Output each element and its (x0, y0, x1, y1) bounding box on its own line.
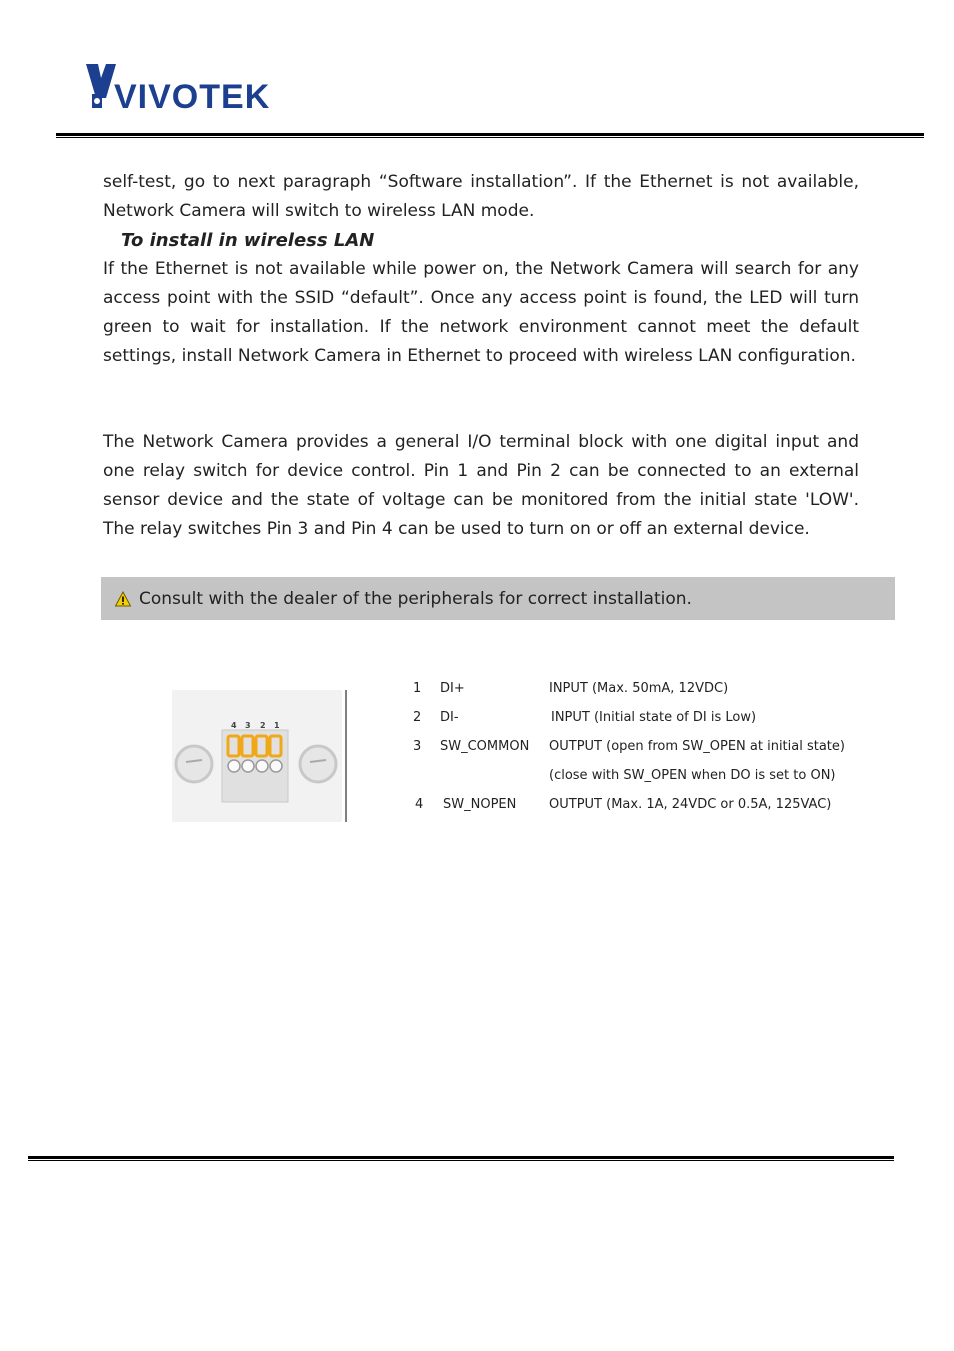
pin-name: SW_COMMON (440, 739, 530, 754)
pin-label: 1 (274, 721, 280, 730)
pin-number: 4 (415, 797, 424, 812)
pin-description: INPUT (Max. 50mA, 12VDC) (549, 681, 729, 696)
pin-label: 3 (245, 721, 251, 730)
pin-label: 4 (231, 721, 237, 730)
caution-note-text: Consult with the dealer of the peripherals for correct installation. (139, 588, 692, 609)
terminal-block-image (172, 690, 348, 822)
vivotek-logo (84, 60, 294, 114)
header-rule (56, 133, 924, 139)
pin-number: 3 (413, 739, 422, 754)
paragraph-ethernet-selftest: self-test, go to next paragraph “Software installation”. If the Ethernet is not available, Network Camera will switch to wireless LAN mode. (103, 172, 859, 221)
pin-name: DI- (440, 710, 459, 725)
pin-name: SW_NOPEN (443, 797, 517, 812)
warning-icon (115, 591, 131, 607)
paragraph-wireless-install: If the Ethernet is not available while power on, the Network Camera will search for any access point with the SSID “default”. Once any access point is found, the LED will turn green to wait for installation. If the network environment cannot meet the default settings, install Network Camera in Ethernet to proceed with wireless LAN configuration. (103, 259, 859, 366)
paragraph-io-terminal: The Network Camera provides a general I/O terminal block with one digital input and one relay switch for device control. Pin 1 and Pin 2 can be connected to an external sensor device and the state of voltage can be monitored from the initial state 'LOW'. The relay switches Pin 3 and Pin 4 can be used to turn on or off an external device. (103, 432, 859, 539)
pin-description: OUTPUT (open from SW_OPEN at initial state) (549, 739, 845, 754)
pin-number: 1 (413, 681, 422, 696)
footer-rule (28, 1156, 894, 1162)
pin-name: DI+ (440, 681, 465, 696)
caution-note (101, 577, 895, 620)
pin-number: 2 (413, 710, 422, 725)
pin-description: INPUT (Initial state of DI is Low) (551, 710, 757, 725)
section-heading-wireless: To install in wireless LAN (121, 230, 375, 251)
svg-text:VIVOTEK: VIVOTEK (114, 78, 271, 114)
pin-description: OUTPUT (Max. 1A, 24VDC or 0.5A, 125VAC) (549, 797, 832, 812)
pin-label: 2 (260, 721, 266, 730)
pin-description-continued: (close with SW_OPEN when DO is set to ON) (549, 768, 836, 783)
